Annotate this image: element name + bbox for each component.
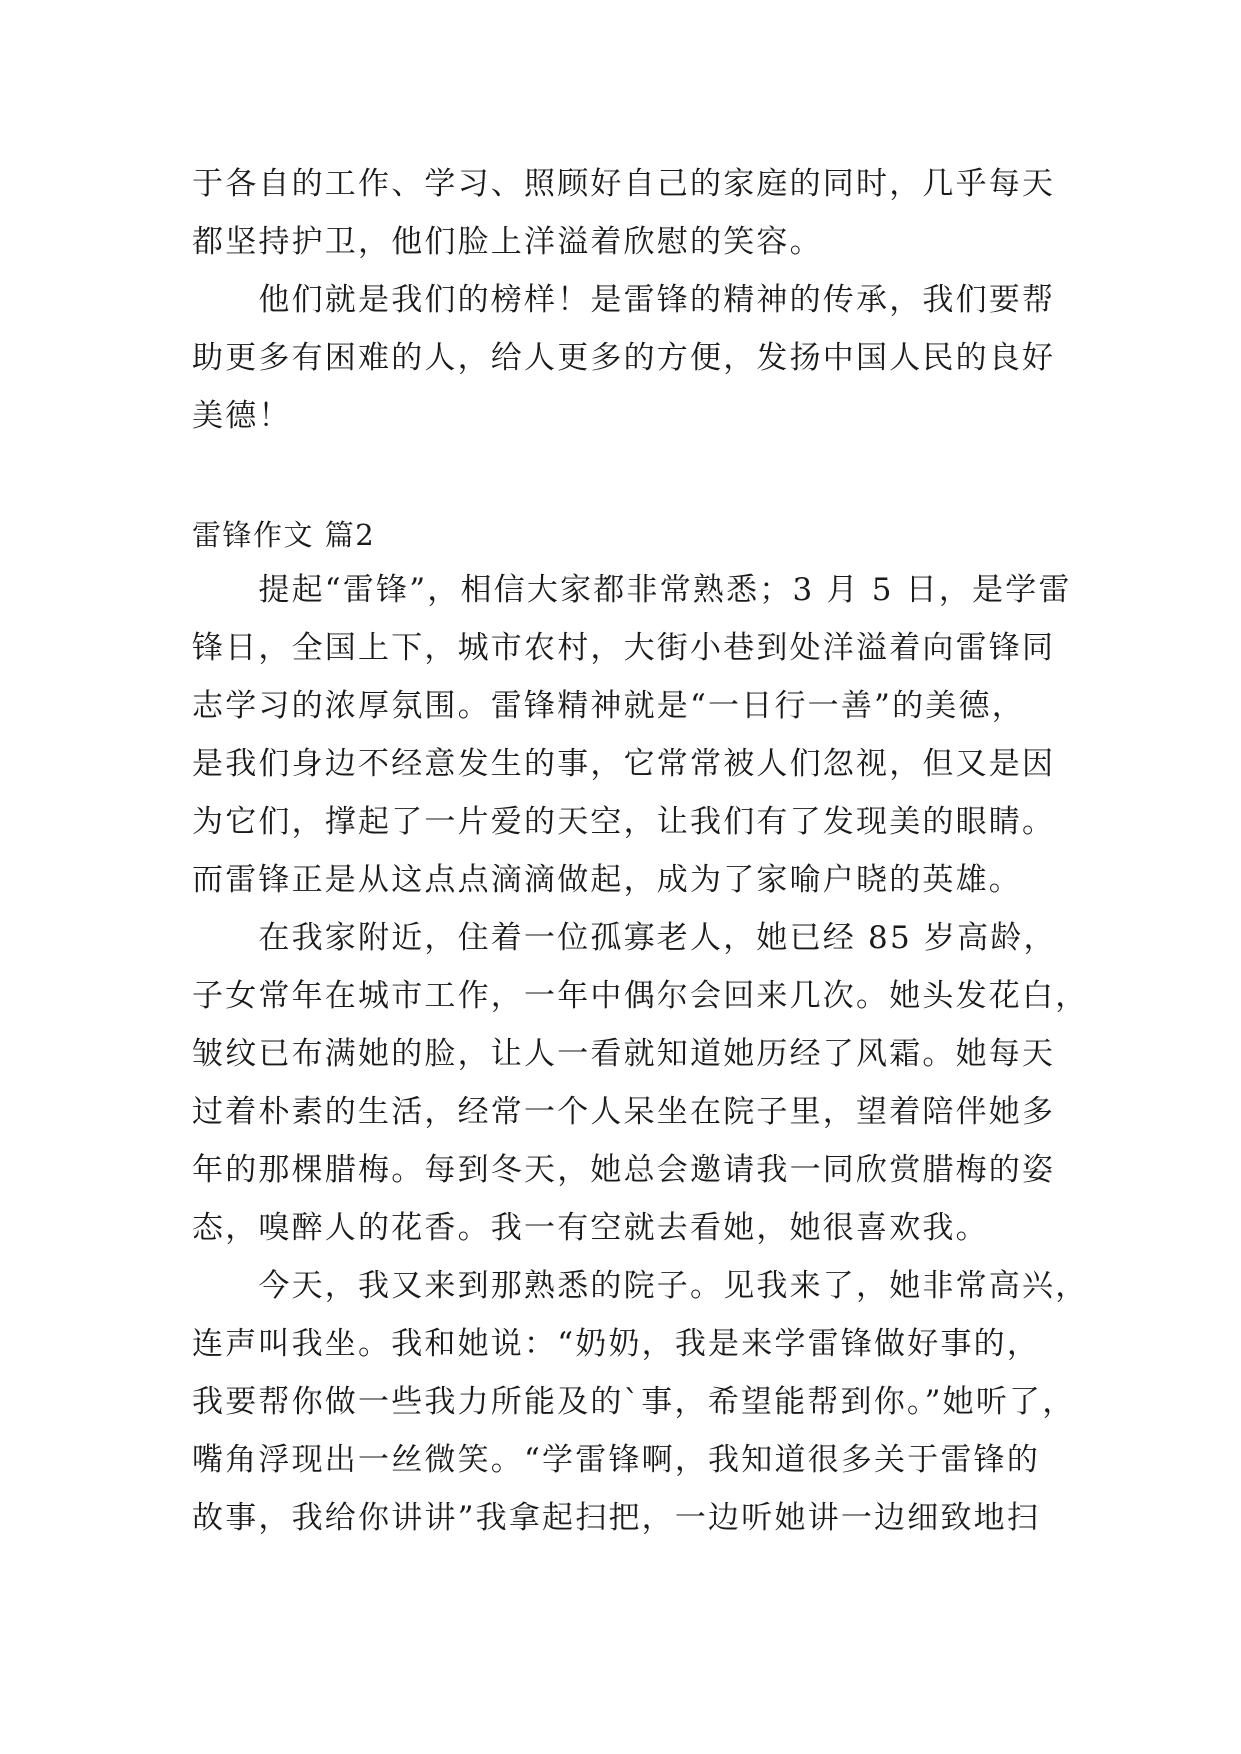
text-line: 于各自的工作、学习、照顾好自己的家庭的同时，几乎每天 xyxy=(192,166,1056,202)
text-line: 都坚持护卫，他们脸上洋溢着欣慰的笑容。 xyxy=(192,224,823,260)
text-line: 皱纹已布满她的脸，让人一看就知道她历经了风霜。她每天 xyxy=(192,1036,1056,1072)
text-line: 子女常年在城市工作，一年中偶尔会回来几次。她头发花白， xyxy=(192,978,1089,1014)
text-line: 是我们身边不经意发生的事，它常常被人们忽视，但又是因 xyxy=(192,746,1056,782)
text-line: 过着朴素的生活，经常一个人呆坐在院子里，望着陪伴她多 xyxy=(192,1094,1056,1130)
text-line: 今天，我又来到那熟悉的院子。见我来了，她非常高兴， xyxy=(192,1268,1089,1304)
text-line: 他们就是我们的榜样！是雷锋的精神的传承，我们要帮 xyxy=(192,282,1056,318)
text-line: 志学习的浓厚氛围。雷锋精神就是“一日行一善”的美德， xyxy=(192,688,1025,724)
section-heading: 雷锋作文 篇2 xyxy=(192,518,376,552)
text-line: 态，嗅醉人的花香。我一有空就去看她，她很喜欢我。 xyxy=(192,1210,989,1246)
text-line: 美德！ xyxy=(192,398,292,434)
text-line: 故事，我给你讲讲”我拿起扫把，一边听她讲一边细致地扫 xyxy=(192,1500,1041,1536)
text-line: 为它们，撑起了一片爱的天空，让我们有了发现美的眼睛。 xyxy=(192,804,1056,840)
text-line: 锋日，全国上下，城市农村，大街小巷到处洋溢着向雷锋同 xyxy=(192,630,1056,666)
text-line: 提起“雷锋”，相信大家都非常熟悉；3 月 5 日，是学雷 xyxy=(192,572,1072,608)
text-line: 我要帮你做一些我力所能及的`事，希望能帮到你。”她听了， xyxy=(192,1384,1076,1420)
text-line: 连声叫我坐。我和她说：“奶奶，我是来学雷锋做好事的， xyxy=(192,1326,1041,1362)
text-line: 嘴角浮现出一丝微笑。“学雷锋啊，我知道很多关于雷锋的 xyxy=(192,1442,1041,1478)
text-line: 在我家附近，住着一位孤寡老人，她已经 85 岁高龄， xyxy=(192,920,1057,956)
text-line: 年的那棵腊梅。每到冬天，她总会邀请我一同欣赏腊梅的姿 xyxy=(192,1152,1056,1188)
text-line: 助更多有困难的人，给人更多的方便，发扬中国人民的良好 xyxy=(192,340,1056,376)
text-line: 而雷锋正是从这点点滴滴做起，成为了家喻户晓的英雄。 xyxy=(192,862,1022,898)
